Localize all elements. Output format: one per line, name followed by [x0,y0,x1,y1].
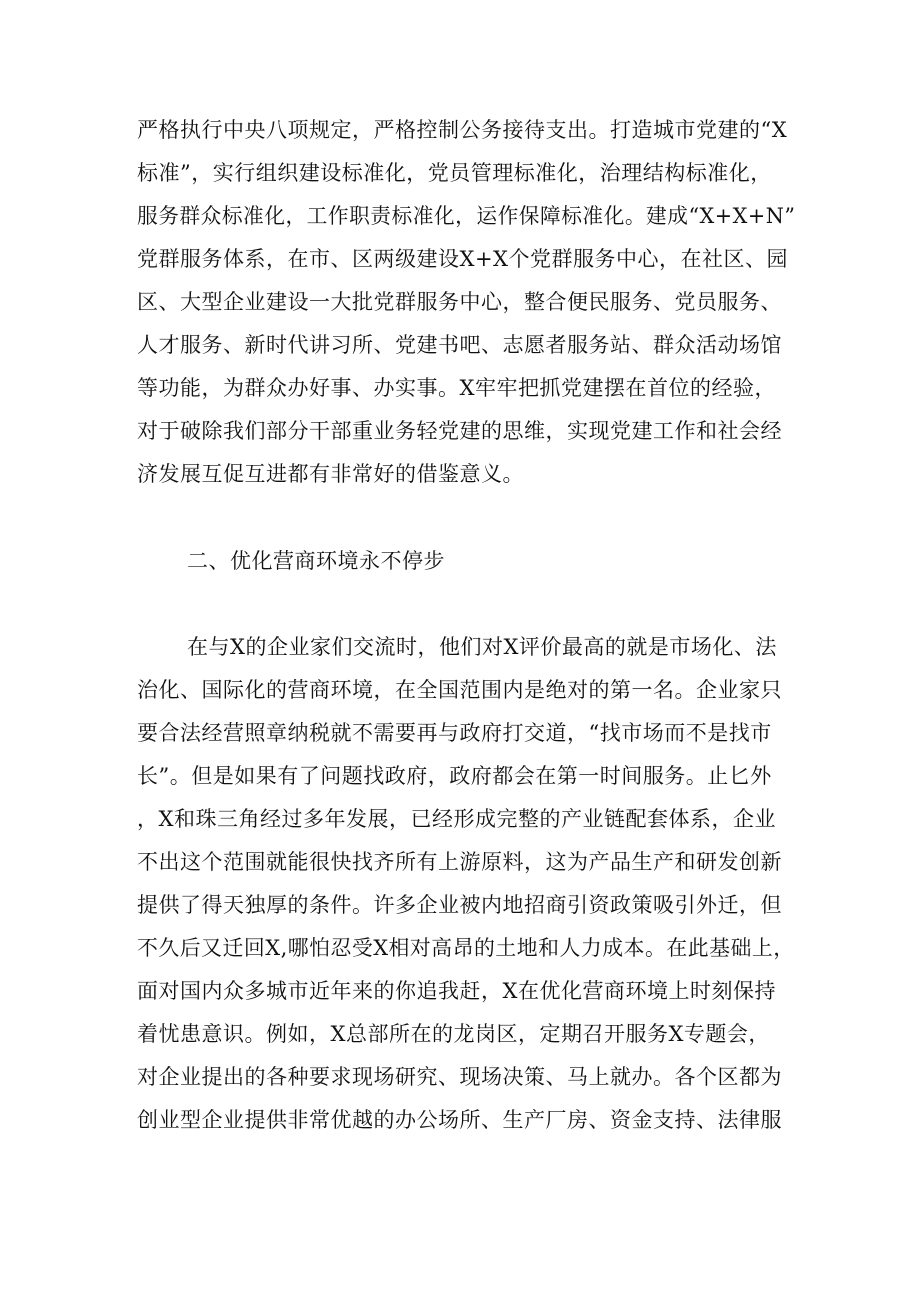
paragraph-2-line-9: 面对国内众多城市近年来的你追我赶，X在优化营商环境上时刻保持 [137,979,776,1003]
section-heading: 二、优化营商环境永不停步 [187,549,445,573]
paragraph-2-line-5: ，X和珠三角经过多年发展，已经形成完整的产业链配套体系，企业 [137,807,776,831]
paragraph-2-line-4: 长”。但是如果有了问题找政府，政府都会在第一时间服务。止匕外 [137,764,772,788]
paragraph-1-line-9: 济发展互促互进都有非常好的借鉴意义。 [137,462,524,486]
paragraph-1-line-6: 人才服务、新时代讲习所、党建书吧、志愿者服务站、群众活动场馆 [137,333,782,357]
paragraph-2-line-3: 要合法经营照章纳税就不需要再与政府打交道，“找市场而不是找市 [137,721,772,745]
paragraph-2-line-10: 着忧患意识。例如，X总部所在的龙岗区，定期召开服务X专题会， [137,1022,770,1046]
paragraph-2-line-6: 不出这个范围就能很快找齐所有上游原料，这为产品生产和研发创新 [137,850,782,874]
paragraph-1-line-7: 等功能，为群众办好事、办实事。X牢牢把抓党建摆在首位的经验， [137,376,776,400]
paragraph-2-line-11: 对企业提出的各种要求现场研究、现场决策、马上就办。各个区都为 [137,1065,782,1089]
paragraph-1-line-2: 标准”，实行组织建设标准化，党员管理标准化，治理结构标准化， [137,161,772,185]
paragraph-2-line-8: 不久后又迁回X,哪怕忍受X相对高昂的土地和人力成本。在此基础上， [137,936,795,960]
paragraph-2-line-2: 治化、国际化的营商环境，在全国范围内是绝对的第一名。企业家只 [137,678,782,702]
paragraph-2-line-12: 创业型企业提供非常优越的办公场所、生产厂房、资金支持、法律服 [137,1108,782,1132]
paragraph-1-line-1: 严格执行中央八项规定，严格控制公务接待支出。打造城市党建的“X [137,118,788,142]
paragraph-2-line-7: 提供了得天独厚的条件。许多企业被内地招商引资政策吸引外迁，但 [137,893,782,917]
paragraph-1-line-5: 区、大型企业建设一大批党群服务中心，整合便民服务、党员服务、 [137,290,782,314]
paragraph-2-line-1: 在与X的企业家们交流时，他们对X评价最高的就是市场化、法 [187,635,777,659]
paragraph-1-line-4: 党群服务体系，在市、区两级建设X+X个党群服务中心，在社区、园 [137,247,788,271]
paragraph-1-line-3: 服务群众标准化，工作职责标准化，运作保障标准化。建成“X+X+N” [137,204,796,228]
paragraph-1-line-8: 对于破除我们部分干部重业务轻党建的思维，实现党建工作和社会经 [137,419,782,443]
